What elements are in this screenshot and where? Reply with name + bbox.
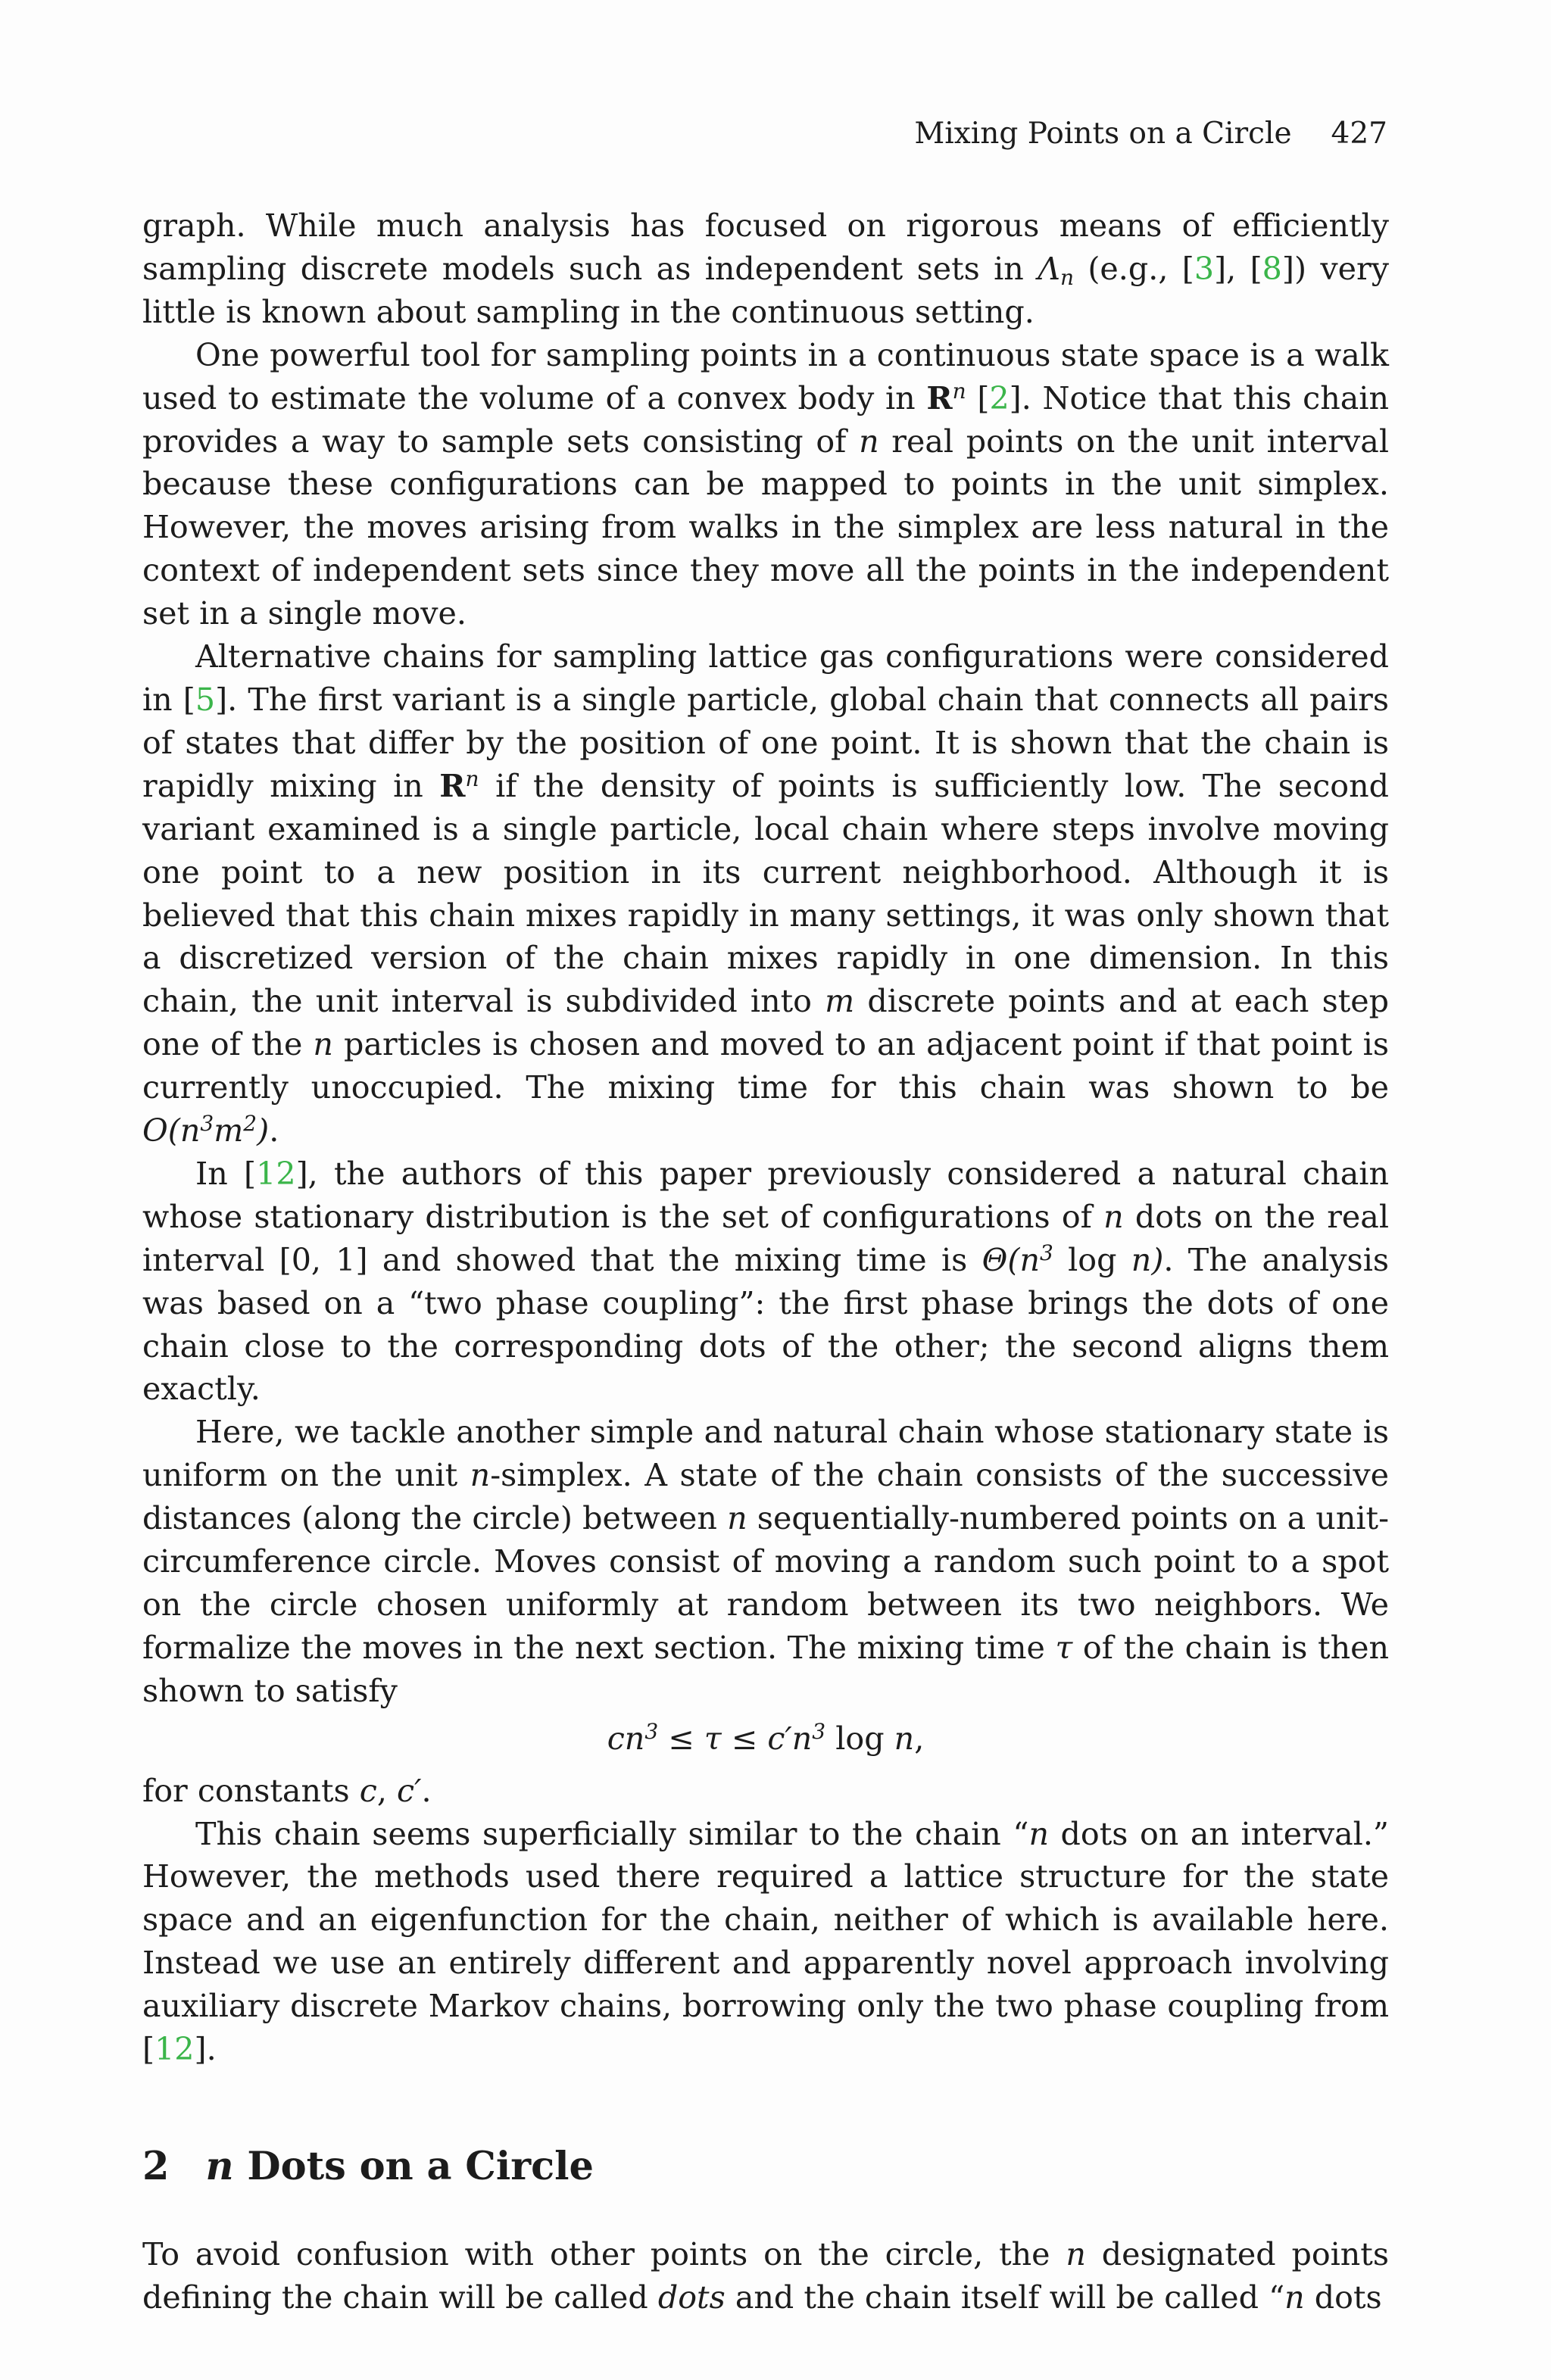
text-run: sequentially-numbered points on a unit-circumference circle. Moves consist of moving a random such point to a spot on the circle chosen uniformly at random between its two neighbors. We formalize the moves in the next section. The mixing time <box>142 1500 1389 1666</box>
math-big-o: $O(n^3m^2)$ <box>142 1111 270 1149</box>
math-n: n <box>1028 1815 1049 1852</box>
section-title: n Dots on a Circle <box>205 2143 594 2189</box>
text-run: Alternative chains for sampling lattice gas configurations were considered in <box>142 638 1389 718</box>
text-run: ]) very little is known about sampling in the continuous setting. <box>142 250 1389 330</box>
math-n: n <box>470 1457 491 1494</box>
text-run: particles is chosen and moved to an adjacent point if that point is currently unoccupied. The mixing time for this chain was shown to be <box>142 1026 1389 1106</box>
text-run: for constants <box>142 1772 360 1809</box>
citation-link[interactable]: 12 <box>154 2031 195 2068</box>
text-run: graph. While much analysis has focused on rigorous means of efficiently sampling discrete models such as independent sets in <box>142 207 1389 287</box>
paragraph-5 <box>142 1411 1389 1712</box>
text-run: To avoid confusion with other points on the circle, the <box>142 2235 1066 2272</box>
math-constants: c, c′ <box>359 1772 422 1809</box>
citation-link[interactable]: 5 <box>195 681 216 718</box>
citation-link[interactable]: 8 <box>1262 250 1282 287</box>
text-run: This chain seems superficially similar to the chain “ <box>195 1815 1029 1852</box>
text-run: -simplex. A state of the chain consists of the successive distances (along the circle) between <box>142 1457 1389 1537</box>
section-heading <box>142 2144 1389 2189</box>
emphasis-dots: dots <box>657 2279 726 2316</box>
text-run: ]. Notice that this chain provides a way to sample sets consisting of <box>142 379 1389 460</box>
text-run: discrete points and at each step one of the <box>142 983 1390 1063</box>
text-run: dots on the real interval <box>142 1198 1389 1278</box>
math-n: n <box>859 423 879 460</box>
text-run: and the chain itself will be called “ <box>725 2279 1285 2316</box>
text-run: One powerful tool for sampling points in a continuous state space is a walk used to estimate the volume of a convex body in <box>142 336 1389 416</box>
running-header <box>914 115 1387 153</box>
citation-link[interactable]: 2 <box>989 379 1010 416</box>
paragraph-8 <box>142 2233 1389 2319</box>
text-run: ], the authors of this paper previously considered a natural chain whose stationary distribution is the set of configurations of <box>142 1155 1389 1235</box>
citation-link[interactable]: 12 <box>256 1155 296 1192</box>
math-n: n <box>1103 1198 1124 1235</box>
text-run: real points on the unit interval because these configurations can be mapped to points in the unit simplex. However, the moves arising from walks in the simplex are less natural in the context of independent sets since they move all the points in the independent set in a single move. <box>142 423 1389 632</box>
math-n: n <box>727 1500 747 1537</box>
text-run: dots on an interval.” However, the methods used there required a lattice structure for the state space and an eigenfunction for the chain, neither of which is available here. Instead we use an entirely different and apparently novel approach involving auxiliary discrete Markov chains, borrowing only the two phase coupling from [ <box>142 1815 1389 2068</box>
text-run: (e.g., <box>1073 250 1182 287</box>
page-number: 427 <box>1331 117 1387 151</box>
paragraph-6: for constants c, c′. <box>142 1772 432 1809</box>
math-n: n <box>313 1026 333 1063</box>
paragraph-7: This chain seems superficially similar to the chain “n dots on an interval.” However, the methods used there required a lattice structure for the state space and an eigenfunction for the chain, neither of which is available here. Instead we use an entirely different and apparently novel approach involving auxiliary discrete Markov chains, borrowing only the two phase coupling from [12]. <box>142 1815 1389 2068</box>
math-lambda-n: $\Lambda_n$ <box>1038 250 1074 290</box>
math-theta: $\Theta(n^3$ log n) <box>981 1240 1164 1278</box>
text-run: if the density of points is sufficiently low. The second variant examined is a single particle, local chain where steps involve moving one point to a new position in its current neighborhood. Although it is believed that this chain mixes rapidly in many settings, it was only shown that a discretized version of the chain mixes rapidly in one dimension. In this chain, the unit interval is subdivided into <box>142 767 1389 1020</box>
math-m: m <box>825 983 855 1020</box>
text-run: and showed that the mixing time is <box>367 1241 982 1278</box>
text-run: In [ <box>195 1155 257 1192</box>
math-tau: τ <box>1055 1629 1073 1666</box>
body-text <box>142 204 1389 2319</box>
math-n: n <box>1066 2235 1086 2272</box>
math-n: n <box>1284 2279 1305 2316</box>
math-R-n: $R^n$ <box>926 378 966 416</box>
text-run: of the chain is then shown to satisfy <box>142 1629 1389 1709</box>
paragraph-3: Alternative chains for sampling lattice gas configurations were considered in [5]. The first variant is a single particle, global chain that connects all pairs of states that differ by the position of one point. It is shown that the chain is rapidly mixing in $R^n$ if the density of points is sufficiently low. The second variant examined is a single particle, local chain where steps involve moving one point to a new position in its current neighborhood. Although it is believed that this chain mixes rapidly in many settings, it was only shown that a discretized version of the chain mixes rapidly in one dimension. In this chain, the unit interval is subdivided into m discrete points and at each step one of the n particles is chosen and moved to an adjacent point if that point is currently unoccupied. The mixing time for this chain was shown to be $O(n^3m^2)$. <box>142 638 1390 1149</box>
paragraph-1: graph. While much analysis has focused on rigorous means of efficiently sampling discrete models such as independent sets in $\Lambda_n$ (e.g., [3], [8]) very little is known about sampling in the continuous setting. <box>142 207 1389 330</box>
section-number: 2 <box>142 2143 170 2189</box>
text-run: dots <box>1304 2279 1382 2316</box>
citation-link[interactable]: 3 <box>1194 250 1215 287</box>
text-run: Here, we tackle another simple and natural chain whose stationary state is uniform on the unit <box>142 1414 1389 1494</box>
display-equation: $cn^3 \le \tau \le c'n^3$ log n, <box>607 1718 925 1757</box>
paragraph-2: One powerful tool for sampling points in a continuous state space is a walk used to estimate the volume of a convex body in $R^n$ [2]. Notice that this chain provides a way to sample sets consisting of n real points on the unit interval because these configurations can be mapped to points in the unit simplex. However, the moves arising from walks in the simplex are less natural in the context of independent sets since they move all the points in the independent set in a single move. <box>142 336 1389 632</box>
text-run: designated points defining the chain will be called <box>142 2235 1389 2316</box>
running-title: Mixing Points on a Circle <box>914 117 1292 151</box>
text-run: . The analysis was based on a “two phase coupling”: the first phase brings the dots of one chain close to the corresponding dots of the other; the second aligns them exactly. <box>142 1241 1390 1408</box>
text-run: ]. The first variant is a single particle, global chain that connects all pairs of states that differ by the position of one point. It is shown that the chain is rapidly mixing in <box>142 681 1389 804</box>
paragraph-4 <box>142 1153 1389 1411</box>
math-interval: [0, 1] <box>279 1241 368 1278</box>
math-R-n: $R^n$ <box>439 766 479 804</box>
